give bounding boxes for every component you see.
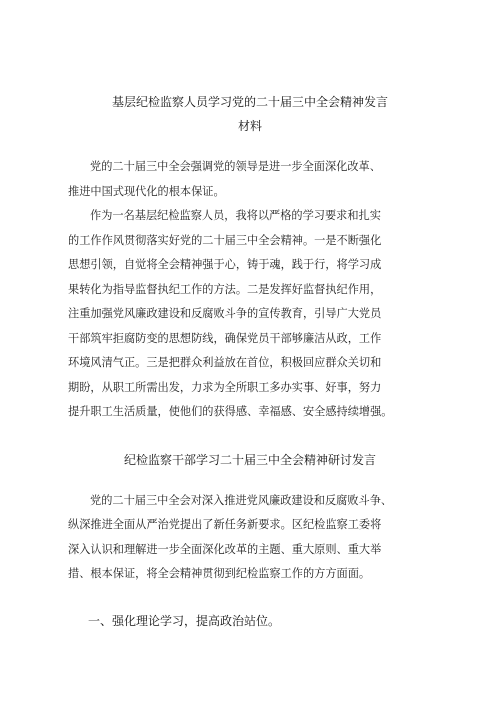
doc2-line-3: 深入认识和理解进一步全面深化改革的主题、重大原则、重大举 [68,543,382,556]
doc2-section-heading: 一、强化理论学习，提高政治站位。 [88,614,281,628]
doc1-title-line2: 材料 [237,119,262,133]
doc1-line-6: 果转化为指导监督执纪工作的方法。二是发挥好监督执纪作用， [68,283,382,296]
doc1-line-2: 推进中国式现代化的根本保证。 [68,185,225,198]
doc2-title: 纪检监察干部学习二十届三中全会精神研讨发言 [123,453,376,467]
doc1-title-line1: 基层纪检监察人员学习党的二十届三中全会精神发言 [111,95,388,109]
doc1-line-9: 环境风清气正。三是把群众利益放在首位，积极回应群众关切和 [68,356,382,369]
doc2-line-4: 措、根本保证，将全会精神贯彻到纪检监察工作的方方面面。 [68,567,371,580]
doc1-line-8: 干部筑牢拒腐防变的思想防线，确保党员干部够廉洁从政，工作 [68,332,382,345]
doc1-line-7: 注重加强党风廉政建设和反腐败斗争的宣传教育，引导广大党员 [68,307,382,320]
doc2-line-1: 党的二十届三中全会对深入推进党风廉政建设和反腐败斗争、 [90,494,393,507]
doc1-line-11: 提升职工生活质量，使他们的获得感、幸福感、安全感持续增强。 [68,405,393,418]
doc1-line-10: 期盼，从职工所需出发，力求为全所职工多办实事、好事，努力 [68,381,382,394]
doc1-line-5: 思想引领，自觉将全会精神强于心，铸于魂，践于行，将学习成 [68,258,382,271]
doc2-line-2: 纵深推进全面从严治党提出了新任务新要求。区纪检监察工委将 [68,518,382,531]
doc1-line-1: 党的二十届三中全会强调党的领导是进一步全面深化改革、 [90,160,381,173]
doc1-line-3: 作为一名基层纪检监察人员，我将以严格的学习要求和扎实 [90,209,381,222]
doc1-line-4: 的工作作风贯彻落实好党的二十届三中全会精神。一是不断强化 [68,234,382,247]
